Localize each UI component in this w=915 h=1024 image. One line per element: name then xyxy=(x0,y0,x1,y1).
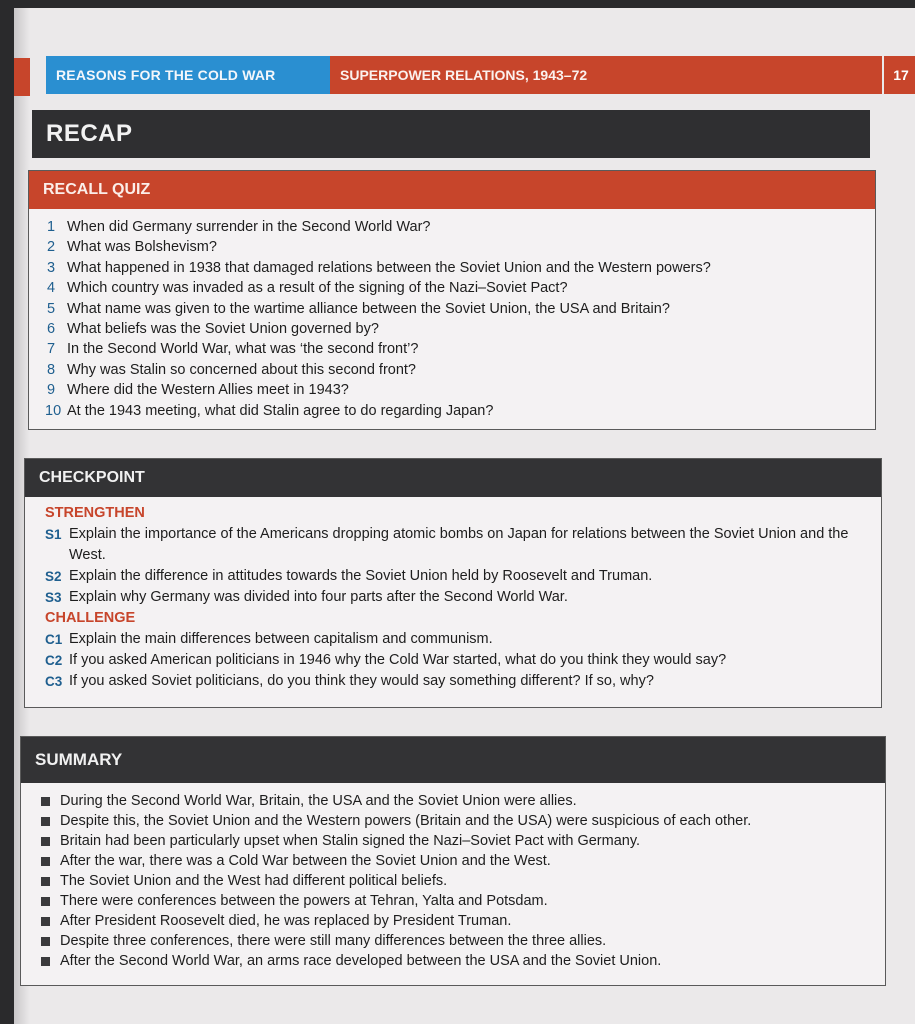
task-text: If you asked Soviet politicians, do you think they would say something different? If so, why? xyxy=(69,673,654,689)
recall-quiz-heading: RECALL QUIZ xyxy=(29,171,875,209)
summary-heading: SUMMARY xyxy=(21,737,885,783)
running-header xyxy=(46,56,915,94)
chapter-title: SUPERPOWER RELATIONS, 1943–72 xyxy=(330,56,882,94)
task-code: C1 xyxy=(45,632,63,647)
square-bullet-icon xyxy=(41,797,50,806)
question-text: At the 1943 meeting, what did Stalin agree to do regarding Japan? xyxy=(67,402,494,419)
question-text: What happened in 1938 that damaged relations between the Soviet Union and the Western powers? xyxy=(67,259,711,276)
summary-point xyxy=(41,931,885,951)
question-number: 9 xyxy=(47,382,56,399)
square-bullet-icon xyxy=(41,917,50,926)
task-text: Explain the difference in attitudes towards the Soviet Union held by Roosevelt and Truman. xyxy=(69,568,653,584)
challenge-task xyxy=(45,629,881,650)
question-number: 7 xyxy=(47,341,56,358)
quiz-question xyxy=(47,380,875,400)
question-text: Where did the Western Allies meet in 1943? xyxy=(67,382,349,399)
task-code: S2 xyxy=(45,569,62,584)
summary-point xyxy=(41,831,885,851)
strengthen-task xyxy=(45,524,881,566)
summary-point xyxy=(41,851,885,871)
quiz-question xyxy=(47,237,875,257)
task-code: C2 xyxy=(45,653,63,668)
summary-point xyxy=(41,911,885,931)
section-title: REASONS FOR THE COLD WAR xyxy=(46,56,330,94)
task-text: Explain the importance of the Americans dropping atomic bombs on Japan for relations between the Soviet Union and the West. xyxy=(69,526,849,563)
summary-point xyxy=(41,871,885,891)
task-code: S3 xyxy=(45,590,62,605)
question-number: 2 xyxy=(47,239,56,256)
question-text: What was Bolshevism? xyxy=(67,239,217,256)
summary-point xyxy=(41,951,885,971)
recap-heading: RECAP xyxy=(32,110,870,158)
summary-text: Despite three conferences, there were still many differences between the three allies. xyxy=(60,933,607,949)
summary-box xyxy=(20,736,886,986)
summary-text: After the war, there was a Cold War between the Soviet Union and the West. xyxy=(60,853,551,869)
quiz-question xyxy=(47,217,875,237)
summary-text: The Soviet Union and the West had different political beliefs. xyxy=(60,873,448,889)
square-bullet-icon xyxy=(41,897,50,906)
question-number: 3 xyxy=(47,259,56,276)
question-number: 5 xyxy=(47,300,56,317)
quiz-question xyxy=(47,339,875,359)
quiz-question xyxy=(47,319,875,339)
summary-text: After the Second World War, an arms race developed between the USA and the Soviet Union. xyxy=(60,953,662,969)
summary-text: After President Roosevelt died, he was replaced by President Truman. xyxy=(60,913,512,929)
quiz-question xyxy=(47,278,875,298)
square-bullet-icon xyxy=(41,877,50,886)
checkpoint-box xyxy=(24,458,882,708)
square-bullet-icon xyxy=(41,857,50,866)
strengthen-task xyxy=(45,587,881,608)
quiz-question xyxy=(47,258,875,278)
question-text: In the Second World War, what was ‘the second front’? xyxy=(67,341,419,358)
question-text: What name was given to the wartime alliance between the Soviet Union, the USA and Britain? xyxy=(67,300,670,317)
summary-text: During the Second World War, Britain, the USA and the Soviet Union were allies. xyxy=(60,793,577,809)
question-text: Why was Stalin so concerned about this second front? xyxy=(67,361,416,378)
summary-point xyxy=(41,891,885,911)
checkpoint-content xyxy=(25,497,881,692)
quiz-question xyxy=(47,401,875,421)
red-edge-tab xyxy=(14,58,30,96)
question-text: Which country was invaded as a result of the signing of the Nazi–Soviet Pact? xyxy=(67,280,568,297)
task-text: Explain why Germany was divided into four parts after the Second World War. xyxy=(69,589,568,605)
task-text: If you asked American politicians in 1946 why the Cold War started, what do you think they would say? xyxy=(69,652,727,668)
question-number: 10 xyxy=(45,402,62,419)
task-text: Explain the main differences between capitalism and communism. xyxy=(69,631,493,647)
quiz-question xyxy=(47,299,875,319)
quiz-question xyxy=(47,360,875,380)
question-text: When did Germany surrender in the Second World War? xyxy=(67,219,431,235)
checkpoint-heading: CHECKPOINT xyxy=(25,459,881,497)
recall-quiz-box xyxy=(28,170,876,430)
summary-text: There were conferences between the powers at Tehran, Yalta and Potsdam. xyxy=(60,893,548,909)
challenge-task xyxy=(45,650,881,671)
question-number: 4 xyxy=(47,280,56,297)
strengthen-task xyxy=(45,566,881,587)
summary-list xyxy=(21,783,885,971)
question-text: What beliefs was the Soviet Union governed by? xyxy=(67,321,379,338)
page-number: 17 xyxy=(882,56,915,94)
square-bullet-icon xyxy=(41,837,50,846)
challenge-task xyxy=(45,671,881,692)
task-code: C3 xyxy=(45,674,63,689)
strengthen-heading: STRENGTHEN xyxy=(45,505,145,521)
square-bullet-icon xyxy=(41,937,50,946)
square-bullet-icon xyxy=(41,817,50,826)
summary-point xyxy=(41,811,885,831)
task-code: S1 xyxy=(45,527,62,542)
question-number: 6 xyxy=(47,321,56,338)
square-bullet-icon xyxy=(41,957,50,966)
quiz-question-list xyxy=(29,209,875,421)
challenge-heading: CHALLENGE xyxy=(45,610,136,626)
question-number: 8 xyxy=(47,361,56,378)
summary-text: Britain had been particularly upset when Stalin signed the Nazi–Soviet Pact with Germany. xyxy=(60,833,641,849)
summary-text: Despite this, the Soviet Union and the Western powers (Britain and the USA) were suspicious of each other. xyxy=(60,813,752,829)
summary-point xyxy=(41,791,885,811)
question-number: 1 xyxy=(47,219,56,235)
